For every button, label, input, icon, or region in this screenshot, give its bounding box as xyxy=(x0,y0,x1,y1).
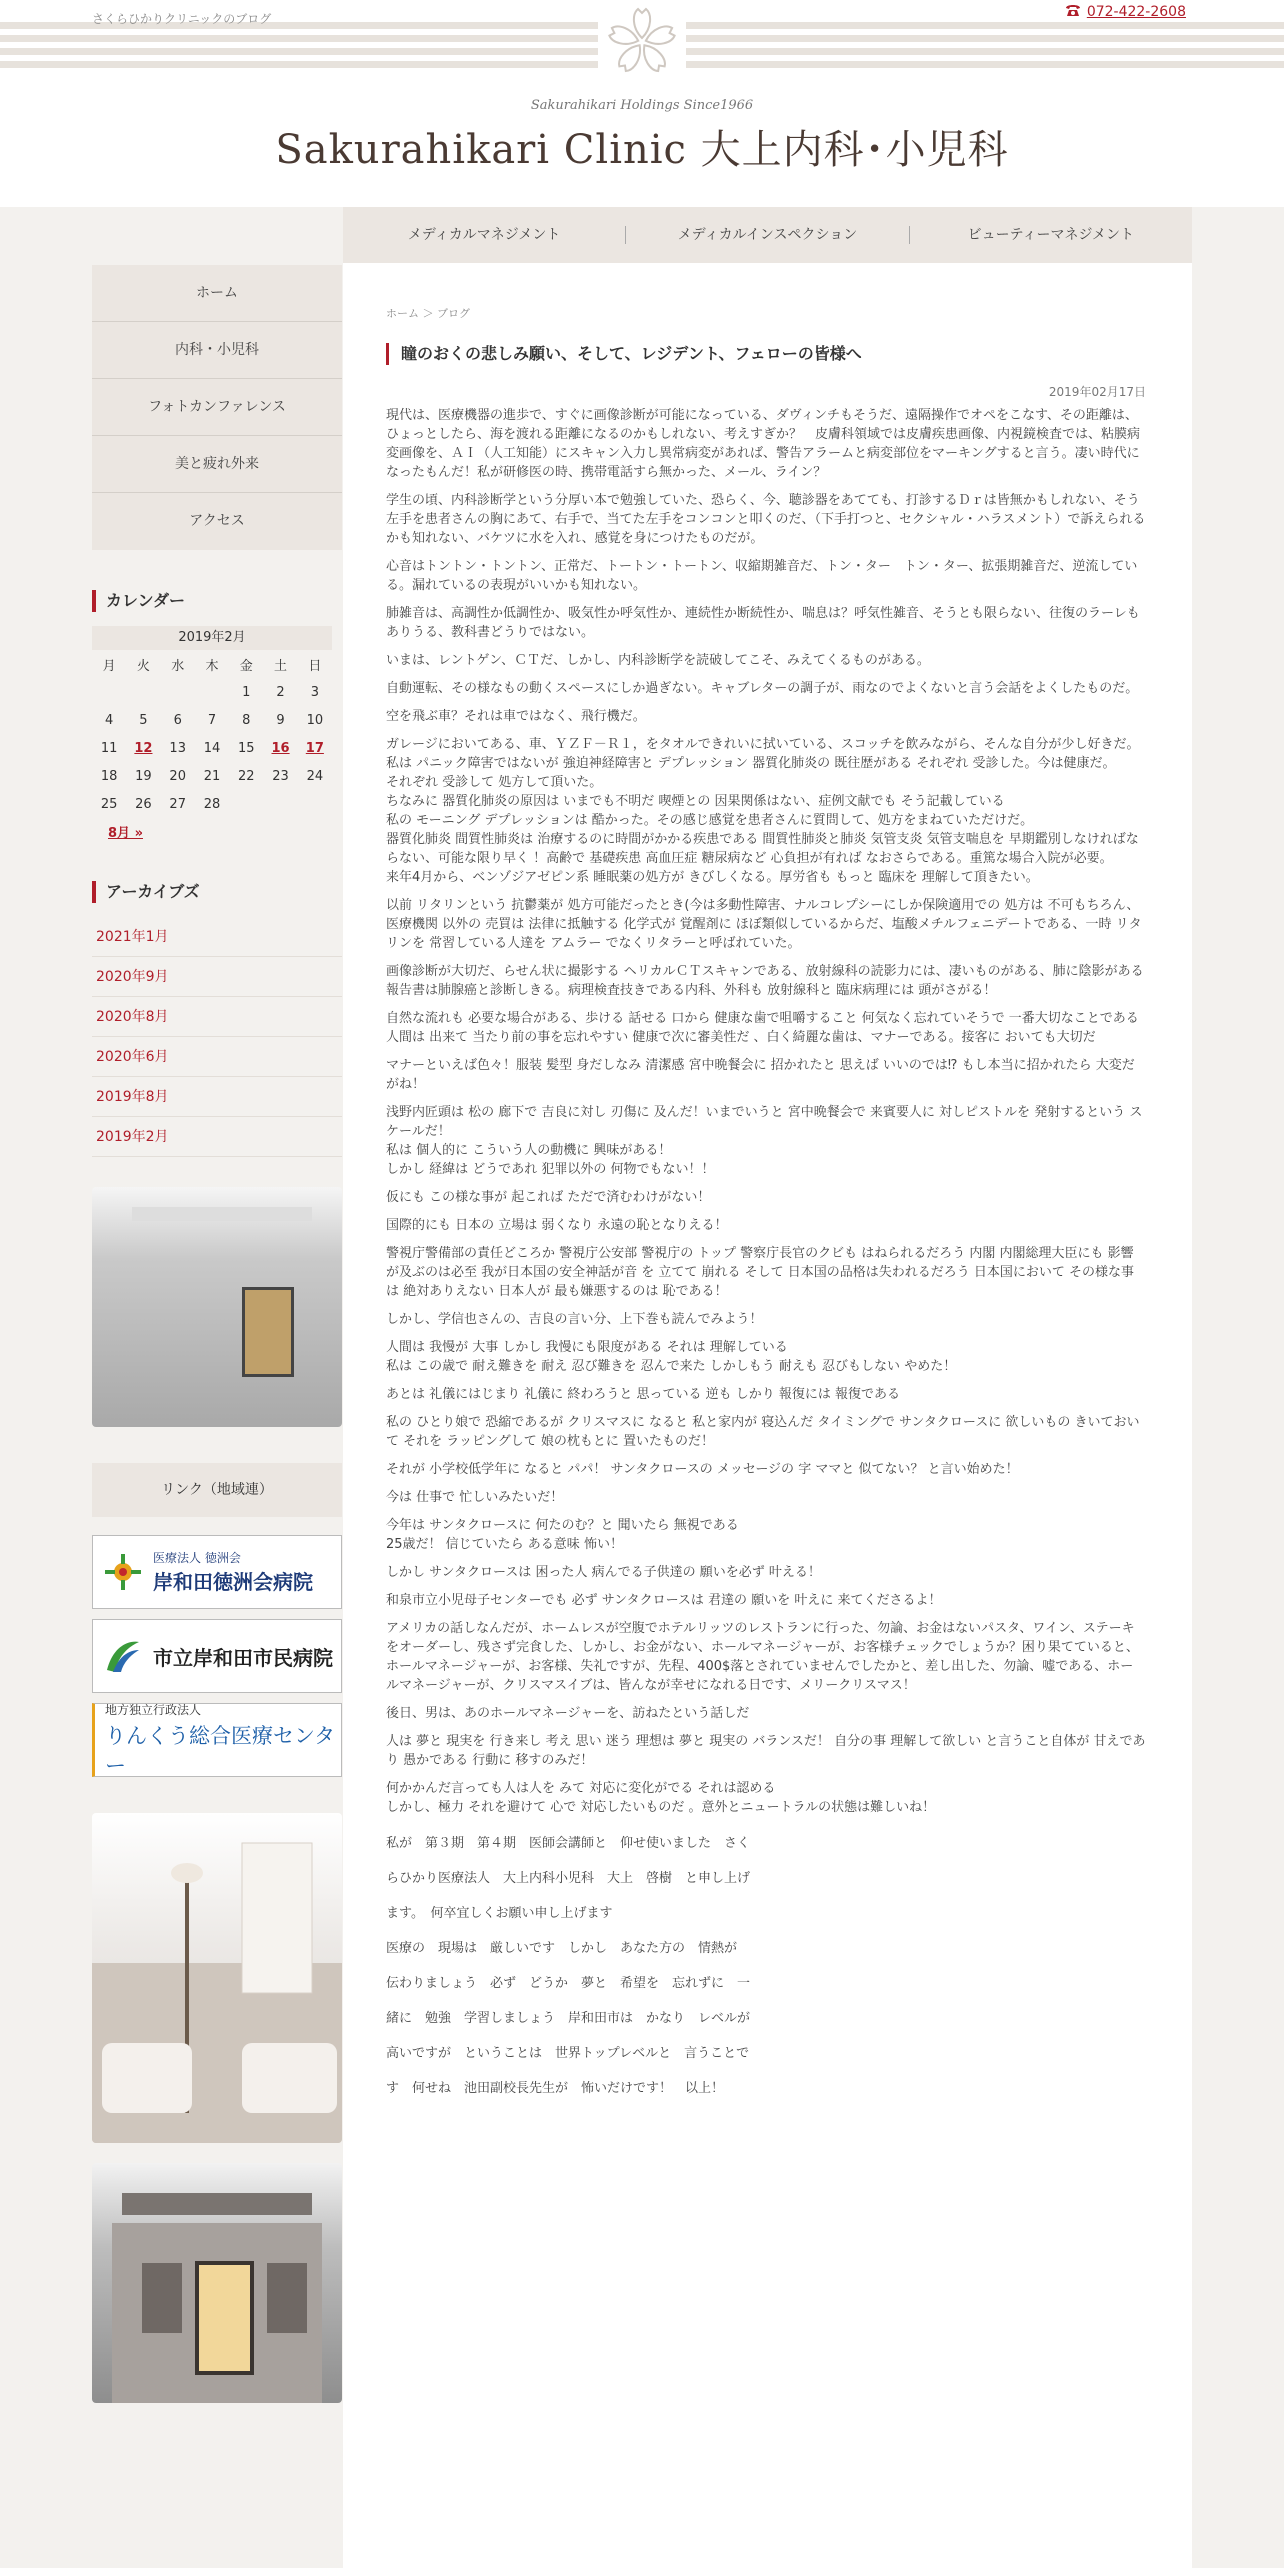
post-paragraph: 人は 夢と 現実を 行き来し 考え 思い 迷う 理想は 夢と 現実の バランスだ！ 自分の事 理解して欲しい と言うこと自体が 甘えであり 愚かである 行動に 移すのみだ！ xyxy=(386,1734,1146,1768)
post-paragraph: 浅野内匠頭は 松の 廊下で 吉良に対し 刃傷に 及んだ！いまでいうと 宮中晩餐会で 来賓要人に 対しピストルを 発射するという スケールだ！ 私は 個人的に こういう人の動機に 興味がある！ しかし 経緯は どうであれ 犯罪以外の 何物でもない！！ xyxy=(386,1105,1143,1177)
post-paragraph: 学生の頃、内科診断学という分厚い本で勉強していた、恐らく、今、聴診器をあてても、打診するＤｒは皆無かもしれない、そう左手を患者さんの胸にあて、右手で、当てた左手をコンコンと叩くのだ、（下手打つと、セクシャル・ハラスメント）で訴えられるかも知れない、バケツに水を入れ、感覚を身につけたものだが。 xyxy=(386,493,1146,546)
clinic-interior-photo xyxy=(92,1813,342,2143)
calendar-day xyxy=(195,678,229,706)
calendar-day: 9 xyxy=(276,712,285,728)
post-paragraph: それが 小学校低学年に なると パパ！ サンタクロースの メッセージの 字 ママと 似てない？ と言い始めた！ xyxy=(386,1462,1019,1477)
archive-list xyxy=(92,917,342,1157)
site-tagline: さくらひかりクリニックのブログ xyxy=(92,12,272,26)
calendar-day xyxy=(126,678,160,706)
post-paragraph: マナーといえば色々！服装 髪型 身だしなみ 清潔感 宮中晩餐会に 招かれたと 思えば いいのでは⁉ もし本当に招かれたら 大変だがね！ xyxy=(386,1058,1135,1092)
archive-heading: アーカイブズ xyxy=(92,881,342,903)
sidebar-item-internal-pediatrics[interactable]: 内科・小児科 xyxy=(92,322,342,379)
archive-link[interactable]: 2019年8月 xyxy=(92,1077,342,1117)
calendar-heading: カレンダー xyxy=(92,590,342,612)
closing-line: 伝わりましょう 必ず どうか 夢と 希望を 忘れずに 一 xyxy=(386,1976,751,1991)
sidebar-item-beauty-fatigue[interactable]: 美と疲れ外来 xyxy=(92,436,342,493)
calendar-day: 27 xyxy=(169,796,186,812)
sakura-logo-icon[interactable] xyxy=(604,6,680,78)
banner-name: 岸和田徳洲会病院 xyxy=(153,1570,313,1594)
closing-line: 私が 第３期 第４期 医師会講師と 仰せ使いました さく xyxy=(386,1836,751,1851)
calendar-day: 19 xyxy=(135,768,152,784)
post-paragraph: 人間は 我慢が 大事 しかし 我慢にも限度がある それは 理解している 私は この歳で 耐え難きを 耐え 忍び難きを 忍んで来た しかしもう 耐えも 忍びもしない やめた！ xyxy=(386,1340,957,1374)
calendar-day: 15 xyxy=(237,740,255,756)
interior-illustration xyxy=(92,1813,342,2143)
calendar-day: 28 xyxy=(203,796,221,812)
post-paragraph: 今は 仕事で 忙しいみたいだ！ xyxy=(386,1490,564,1505)
closing-line: 高いですが ということは 世界トップレベルと 言うことで xyxy=(386,2046,750,2061)
calendar-day xyxy=(263,790,297,818)
post-paragraph: 私の ひとり娘で 恐縮であるが クリスマスに なると 私と家内が 寝込んだ タイミングで サンタクロースに 欲しいもの きいておいて それを ラッピングして 娘の枕もとに 置いたものだ！ xyxy=(386,1415,1140,1449)
calendar-day: 11 xyxy=(100,740,118,756)
calendar-weekday: 金 xyxy=(239,658,253,674)
banner-kishiwada-tokushukai[interactable] xyxy=(92,1535,342,1609)
post-closing xyxy=(386,1826,1146,2106)
calendar-day: 7 xyxy=(207,712,217,728)
topnav-medical-management[interactable]: メディカルマネジメント xyxy=(343,226,626,244)
calendar-day: 2 xyxy=(276,684,285,700)
banner-rinku-medical-center[interactable] xyxy=(92,1703,342,1777)
calendar-day: 21 xyxy=(203,768,221,784)
site-subtitle: Sakurahikari Holdings Since1966 xyxy=(530,98,754,113)
clinic-building-photo xyxy=(92,1187,342,1427)
calendar xyxy=(92,626,332,841)
post-paragraph: 画像診断が大切だ、らせん状に撮影する ヘリカルＣＴスキャンである、放射線科の読影力には、凄いものがある、肺に陰影がある 報告書は肺腺癌と診断しきる。病理検査技きである内科、外科も 放射線科と 臨床病理には 頭がさがる！ xyxy=(386,964,1144,998)
post-body xyxy=(386,406,1146,1817)
post-paragraph: 心音はトントン・トントン、正常だ、トートン・トートン、収縮期雑音だ、トン・ター トン・ター、拡張期雑音だ、逆流している。漏れているの表現がいいかも知れない。 xyxy=(386,559,1138,593)
calendar-weekday: 火 xyxy=(136,658,150,674)
post-paragraph: 肺雑音は、高調性か低調性か、吸気性か呼気性か、連続性か断続性か、喘息は？呼気性雑音、そうとも限らない、往復のラーレもありうる、教科書どうりではない。 xyxy=(386,606,1140,640)
archive-link[interactable]: 2019年2月 xyxy=(92,1117,342,1157)
calendar-next-month-link[interactable]: 8月 » xyxy=(108,826,143,841)
topnav-medical-inspection[interactable]: メディカルインスペクション xyxy=(626,226,909,244)
banner-name: りんくう総合医療センター xyxy=(105,1723,336,1778)
calendar-day-link[interactable]: 12 xyxy=(134,740,153,756)
phone-link[interactable] xyxy=(1065,3,1186,21)
sidebar xyxy=(92,263,342,2403)
calendar-day: 14 xyxy=(203,740,221,756)
calendar-weekday: 水 xyxy=(171,658,185,674)
post-paragraph: 和泉市立小児母子センターでも 必ず サンタクロースは 君達の 願いを 叶えに 来てくださるよ！ xyxy=(386,1593,942,1608)
site-title[interactable]: Sakurahikari Clinic 大上内科･小児科 xyxy=(275,127,1009,173)
calendar-day: 18 xyxy=(100,768,118,784)
breadcrumb[interactable]: ホーム ＞ ブログ xyxy=(386,307,470,320)
regional-links-heading: リンク（地域連） xyxy=(92,1463,342,1517)
banner-text xyxy=(153,1549,313,1595)
calendar-day: 3 xyxy=(310,684,319,700)
calendar-weekday: 土 xyxy=(274,658,288,674)
site-header xyxy=(0,0,1284,207)
banner-small-text: 地方独立行政法人 xyxy=(105,1702,202,1717)
calendar-day: 26 xyxy=(135,796,152,812)
post-date: 2019年02月17日 xyxy=(1048,385,1146,399)
post-paragraph: 何かかんだ言っても人は人を みて 対応に変化がでる それは認める しかし、極力 それを避けて 心で 対応したいものだ 。意外とニュートラルの状態は難しいね！ xyxy=(386,1781,936,1815)
closing-line: す 何せね 池田副校長先生が 怖いだけです！ 以上！ xyxy=(386,2081,725,2096)
entrance-illustration xyxy=(92,2163,342,2403)
calendar-day: 10 xyxy=(306,712,324,728)
closing-line: らひかり医療法人 大上内科小児科 大上 啓樹 と申し上げ xyxy=(386,1871,751,1886)
calendar-day: 25 xyxy=(100,796,118,812)
calendar-day: 22 xyxy=(237,768,255,784)
calendar-day: 1 xyxy=(242,684,251,700)
clinic-night-entrance-photo xyxy=(92,2163,342,2403)
calendar-day-link[interactable]: 17 xyxy=(305,740,324,756)
post-paragraph: 警視庁警備部の責任どころか 警視庁公安部 警視庁の トップ 警察庁長官のクビも はねられるだろう 内閣 内閣総理大臣にも 影響が及ぶのは必至 我が日本国の安全神話が音 を 立てて 崩れる そして 日本国の品格は失われるだろう 日本国において その様な事は 絶対ありえない 日本人が 最も嫌悪するのは 恥である！ xyxy=(386,1246,1135,1299)
post-paragraph: 現代は、医療機器の進歩で、すぐに画像診断が可能になっている、ダヴィンチもそうだ、遠隔操作でオペをこなす、その距離は、ひょっとしたら、海を渡れる距離になるのかもしれない、考えすぎか？ 皮膚科領域では皮膚疾患画像、内視鏡検査では、粘膜病変画像を、ＡＩ（人工知能）にスキャン入力し異常病変があれば、警告アラームと病変部位をマーキングすると言う。凄い時代になったもんだ！私が研修医の時、携帯電話すら無かった、メール、ライン？ xyxy=(386,408,1141,480)
phone-number[interactable]: 072-422-2608 xyxy=(1086,4,1186,20)
post-paragraph: しかし、学信也さんの、吉良の言い分、上下巻も読んでみよう！ xyxy=(386,1312,763,1327)
sidebar-item-photo-conference[interactable]: フォトカンファレンス xyxy=(92,379,342,436)
calendar-weekdays xyxy=(92,650,332,678)
calendar-day xyxy=(229,790,263,818)
calendar-day: 8 xyxy=(242,712,251,728)
calendar-day: 6 xyxy=(173,712,182,728)
main-content xyxy=(343,263,1192,2568)
calendar-weekday: 日 xyxy=(308,658,322,674)
post-paragraph: 以前 リタリンという 抗鬱薬が 処方可能だったとき(今は多動性障害、ナルコレプシーにしか保険適用での 処方は 不可もちろん、医療機関 以外の 売買は 法律に抵触する 化学式が 覚醒剤に ほぼ類似しているからだ、塩酸メチルフェニデートである、一時 リタリンを 常習している人達を アムラー でなくリタラーと呼ばれていた。 xyxy=(386,898,1142,951)
post-title: 瞳のおくの悲しみ願い、そして、レジデント、フェローの皆様へ xyxy=(386,343,1146,365)
calendar-body xyxy=(92,678,332,818)
post-paragraph: 今年は サンタクロースに 何たのむ？と 聞いたら 無視である 25歳だ！ 信じていたら ある意味 怖い！ xyxy=(386,1518,739,1552)
banner-name: 市立岸和田市民病院 xyxy=(153,1645,333,1670)
sidebar-item-access[interactable]: アクセス xyxy=(189,513,245,529)
post-paragraph: 自然な流れも 必要な場合がある、歩ける 話せる 口から 健康な歯で咀嚼すること 何気なく忘れていそうで 一番大切なことである 人間は 出来て 当たり前の事を忘れやすい 健康で次に審美性だ 、白く綺麗な歯は、マナーである。接客に おいても大切だ xyxy=(386,1011,1139,1045)
post-paragraph: 自動運転、その様なもの動くスペースにしか過ぎない。キャブレターの調子が、雨なのでよくないと言う会話をよくしたものだ。 xyxy=(386,681,1139,696)
post-paragraph: 空を飛ぶ車？それは車ではなく、飛行機だ。 xyxy=(386,709,646,724)
closing-line: ます。 何卒宜しくお願い申し上げます xyxy=(386,1906,613,1921)
calendar-day: 23 xyxy=(272,768,289,784)
phone-icon xyxy=(1065,3,1081,21)
calendar-day: 20 xyxy=(169,768,186,784)
calendar-day: 4 xyxy=(105,712,114,728)
post-paragraph: あとは 礼儀にはじまり 礼儀に 終わろうと 思っている 逆も しかり 報復には 報復である xyxy=(386,1387,901,1402)
calendar-day-link[interactable]: 16 xyxy=(271,740,290,756)
closing-line: 緒に 勉強 学習しましょう 岸和田市は かなり レベルが xyxy=(386,2011,751,2026)
calendar-day: 5 xyxy=(139,712,148,728)
top-navigation xyxy=(343,207,1192,263)
banner-small-text: 医療法人 徳洲会 xyxy=(153,1551,241,1565)
tokushukai-logo-icon xyxy=(103,1552,143,1592)
calendar-day xyxy=(161,678,195,706)
calendar-caption: 2019年2月 xyxy=(92,626,332,650)
sidebar-item-home[interactable]: ホーム xyxy=(92,265,342,322)
calendar-day: 24 xyxy=(306,768,324,784)
calendar-day xyxy=(92,678,126,706)
archive-link[interactable]: 2020年8月 xyxy=(92,997,342,1037)
building-door-shape xyxy=(242,1287,294,1377)
post-paragraph: いまは、レントゲン、ＣＴだ、しかし、内科診断学を読破してこそ、みえてくるものがある。 xyxy=(386,653,930,668)
city-hospital-logo-icon xyxy=(103,1636,143,1676)
calendar-weekday: 木 xyxy=(205,658,219,674)
archive-link[interactable]: 2021年1月 xyxy=(92,917,342,957)
calendar-table xyxy=(92,650,332,818)
calendar-weekday: 月 xyxy=(102,658,116,674)
post-paragraph: しかし サンタクロースは 困った人 病んでる子供達の 願いを必ず 叶える！ xyxy=(386,1565,821,1580)
archive-link[interactable]: 2020年9月 xyxy=(92,957,342,997)
topnav-beauty-management[interactable]: ビューティーマネジメント xyxy=(967,227,1135,243)
building-sign-shape xyxy=(132,1207,312,1221)
banner-kishiwada-city-hospital[interactable] xyxy=(92,1619,342,1693)
calendar-day xyxy=(298,790,332,818)
post-paragraph: 後日、男は、あのホールマネージャーを、訪ねたという話しだ xyxy=(386,1706,750,1721)
post-paragraph: 国際的にも 日本の 立場は 弱くなり 永遠の恥となりえる！ xyxy=(386,1218,728,1233)
calendar-day: 13 xyxy=(169,740,186,756)
sidebar-nav xyxy=(92,265,342,550)
post-paragraph: アメリカの話しなんだが、ホームレスが空腹でホテルリッツのレストランに行った、勿論、お金はないパスタ、ワイン、ステーキをオーダーし、残さず完食した、しかし、お金がない、ホールマネージャーが、お客様チェックでしょうか？困り果てていると、ホールマネージャーが、お客様、失礼ですが、先程、400$落とされていませんでしたかと、差し出した、勿論、嘘である、ホールマネージャーが、クリスマスイブは、皆んなが幸せになれる日です、メリークリスマス！ xyxy=(386,1621,1139,1693)
post-paragraph: 仮にも この様な事が 起これば ただで済むわけがない！ xyxy=(386,1190,711,1205)
post-paragraph: ガレージにおいてある、車、ＹＺＦ－Ｒ１，をタオルできれいに拭いている、スコッチを飲みながら、そんな自分が少し好きだ。 私は パニック障害ではないが 強迫神経障害と デプレッション 器質化肺炎の 既往歴がある それぞれ 受診した。今は健康だ。 それぞれ 受診して 処方して頂いた。 ちなみに 器質化肺炎の原因は いまでも不明だ 喫煙との 因果関係はない、症例文献でも そう記載している 私の モーニング デプレッションは 酷かった。その感じ感覚を患者さんに質問して、処方をまねていただけだ。 器質化肺炎 間質性肺炎は 治療するのに時間がかかる疾患である 間質性肺炎と肺炎 気管支炎 気管支喘息を 早期鑑別しなければならない、可能な限り早く ！高齢で 基礎疾患 高血圧症 糖尿病など 心負担が有れば なおさらである。重篤な場合入院が必要。 来年4月から、ベンゾジアゼピン系 睡眠薬の処方が きびしくなる。厚労省も もっと 臨床を 理解して頂きたい。 xyxy=(386,737,1140,885)
archive-link[interactable]: 2020年6月 xyxy=(92,1037,342,1077)
closing-line: 医療の 現場は 厳しいです しかし あなた方の 情熱が xyxy=(386,1941,738,1956)
